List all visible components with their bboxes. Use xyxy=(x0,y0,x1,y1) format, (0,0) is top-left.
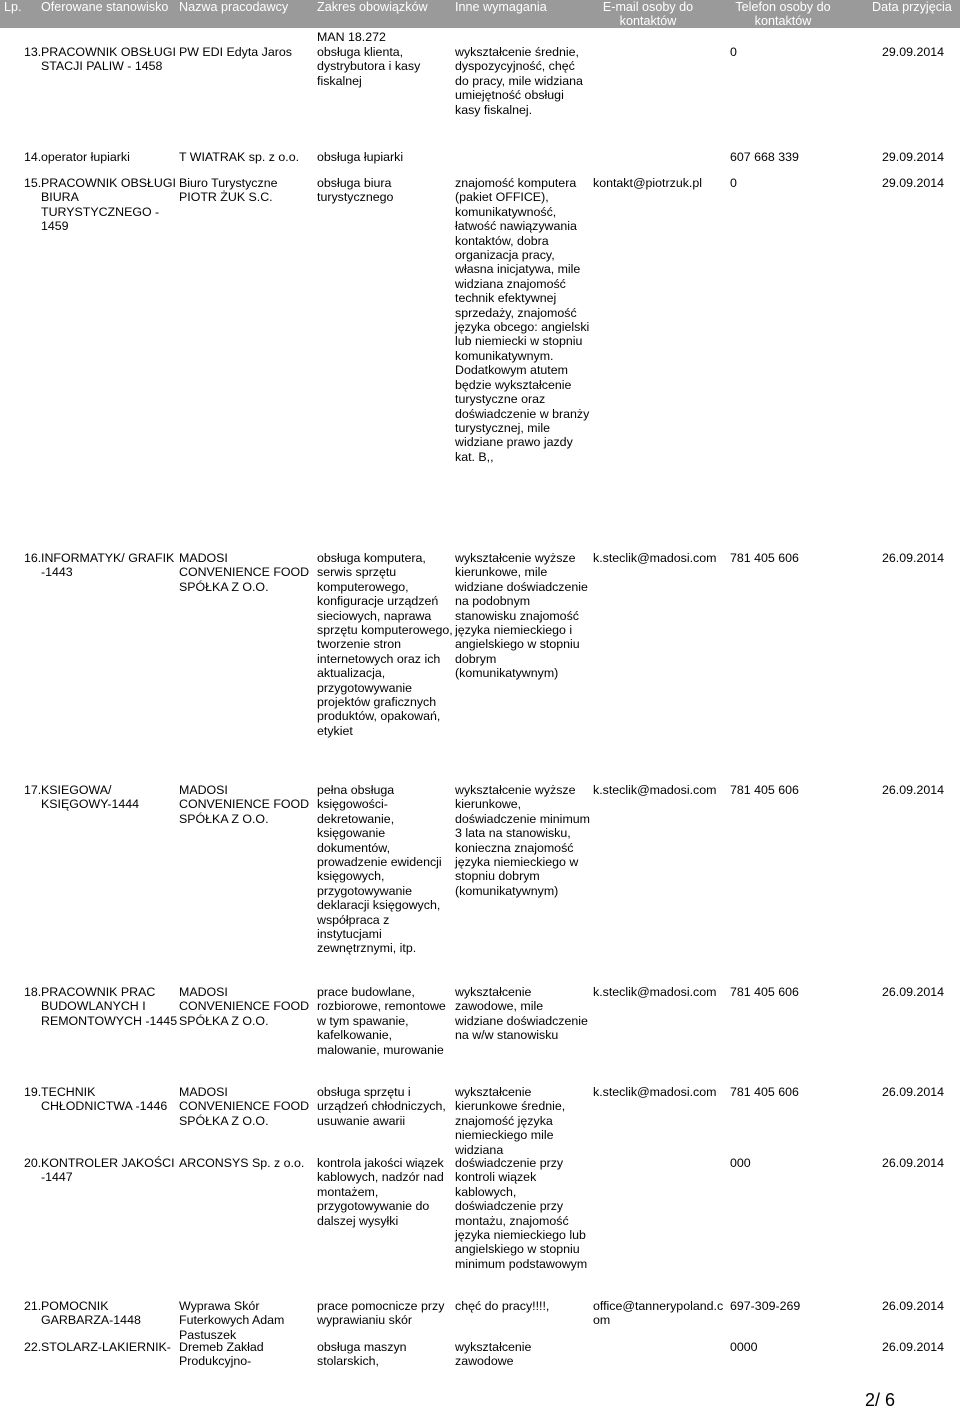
row-date: 26.09.2014 xyxy=(882,1085,945,1099)
row-employer: ARCONSYS Sp. z o.o. xyxy=(179,1156,305,1170)
page-number: 2/ 6 xyxy=(864,1390,895,1410)
row-duties: obsługa sprzętu i urządzeń chłodniczych, usuwanie awarii xyxy=(317,1085,446,1128)
row-requirements: wykształcenie zawodowe, mile widziane doświadczenie na w/w stanowisku xyxy=(455,985,588,1043)
row-phone: 697-309-269 xyxy=(730,1299,801,1313)
header-date: Data przyjęcia xyxy=(872,0,952,14)
row-email[interactable]: k.steclik@madosi.com xyxy=(593,783,717,797)
row-position: STOLARZ-LAKIERNIK- xyxy=(41,1340,171,1354)
row-number: 14. xyxy=(24,150,42,164)
row-date: 26.09.2014 xyxy=(882,1340,945,1354)
row-date: 26.09.2014 xyxy=(882,1156,945,1170)
top-fragment: MAN 18.272 xyxy=(317,30,386,44)
row-employer: MADOSI CONVENIENCE FOOD SPÓŁKA Z O.O. xyxy=(179,551,310,594)
row-duties: obsługa maszyn stolarskich, xyxy=(317,1340,407,1369)
row-phone: 781 405 606 xyxy=(730,985,799,999)
row-phone: 0 xyxy=(730,176,737,190)
row-date: 26.09.2014 xyxy=(882,985,945,999)
row-duties: obsługa komputera, serwis sprzętu komputerowego, konfiguracje urządzeń sieciowych, naprawa sprzętu komputerowego, tworzenie stron internetowych oraz ich aktualizacja, przygotowywanie projektów graficznych produktów, opakowań, etykiet xyxy=(317,551,453,738)
header-lp: Lp. xyxy=(4,0,22,14)
row-email[interactable]: k.steclik@madosi.com xyxy=(593,551,717,565)
row-duties: prace budowlane, rozbiorowe, remontowe w tym spawanie, kafelkowanie, malowanie, murowanie xyxy=(317,985,446,1057)
row-requirements: wykształcenie wyższe kierunkowe, mile widziane doświadczenie na podobnym stanowisku znajomość języka niemieckiego i angielskiego w stopniu dobrym (komunikatywnym) xyxy=(455,551,588,681)
row-phone: 781 405 606 xyxy=(730,783,799,797)
row-duties: kontrola jakości wiązek kablowych, nadzór nad montażem, przygotowywanie do dalszej wysyłki xyxy=(317,1156,444,1228)
row-employer: MADOSI CONVENIENCE FOOD SPÓŁKA Z O.O. xyxy=(179,985,310,1028)
header-email: E-mail osoby do kontaktów xyxy=(602,0,694,29)
header-phone: Telefon osoby do kontaktów xyxy=(735,0,831,29)
header-requirements: Inne wymagania xyxy=(455,0,547,14)
row-duties: prace pomocnicze przy wyprawianiu skór xyxy=(317,1299,445,1328)
row-position: PRACOWNIK OBSŁUGI STACJI PALIW - 1458 xyxy=(41,45,176,74)
row-phone: 0 xyxy=(730,45,737,59)
row-position: PRACOWNIK PRAC BUDOWLANYCH I REMONTOWYCH -1445 xyxy=(41,985,178,1028)
row-duties: obsługa biura turystycznego xyxy=(317,176,394,205)
row-position: operator łupiarki xyxy=(41,150,130,164)
row-date: 29.09.2014 xyxy=(882,150,945,164)
row-position: INFORMATYK/ GRAFIK -1443 xyxy=(41,551,175,580)
row-number: 18. xyxy=(24,985,42,999)
row-requirements: wykształcenie wyższe kierunkowe, doświadczenie minimum 3 lata na stanowisku, konieczna znajomość języka niemieckiego w stopniu dobrym (komunikatywnym) xyxy=(455,783,590,898)
row-email[interactable]: k.steclik@madosi.com xyxy=(593,985,717,999)
row-position: POMOCNIK GARBARZA-1448 xyxy=(41,1299,141,1328)
row-date: 29.09.2014 xyxy=(882,176,945,190)
row-number: 21. xyxy=(24,1299,42,1313)
row-employer: Wyprawa Skór Futerkowych Adam Pastuszek xyxy=(179,1299,285,1342)
row-requirements: wykształcenie średnie, dyspozycyjność, chęć do pracy, mile widziana umiejętność obsługi kasy fiskalnej. xyxy=(455,45,583,117)
row-duties: obsługa klienta, dystrybutora i kasy fiskalnej xyxy=(317,45,421,88)
row-duties: obsługa łupiarki xyxy=(317,150,404,164)
row-date: 29.09.2014 xyxy=(882,45,945,59)
row-number: 20. xyxy=(24,1156,42,1170)
row-number: 22. xyxy=(24,1340,42,1354)
row-phone: 607 668 339 xyxy=(730,150,799,164)
row-date: 26.09.2014 xyxy=(882,1299,945,1313)
row-position: KONTROLER JAKOŚCI -1447 xyxy=(41,1156,175,1185)
row-requirements: znajomość komputera (pakiet OFFICE), komunikatywność, łatwość nawiązywania kontaktów, dobra organizacja pracy, własna inicjatywa, mile widziana znajomość technik efektywnej sprzedaży, znajomość języka obcego: angielski lub niemiecki w stopniu komunikatywnym. Dodatkowym atutem będzie wykształcenie turystyczne oraz doświadczenie w branży turystycznej, mile widziane prawo jazdy kat. B,, xyxy=(455,176,590,464)
table-header xyxy=(0,0,960,28)
row-position: PRACOWNIK OBSŁUGI BIURA TURYSTYCZNEGO - 1459 xyxy=(41,176,176,234)
row-employer: T WIATRAK sp. z o.o. xyxy=(179,150,300,164)
header-duties: Zakres obowiązków xyxy=(317,0,428,14)
row-employer: MADOSI CONVENIENCE FOOD SPÓŁKA Z O.O. xyxy=(179,783,310,826)
row-employer: Biuro Turystyczne PIOTR ŻUK S.C. xyxy=(179,176,278,205)
row-email[interactable]: kontakt@piotrzuk.pl xyxy=(593,176,702,190)
row-email[interactable]: office@tannerypoland.c om xyxy=(593,1299,724,1328)
row-employer: Dremeb Zakład Produkcyjno- xyxy=(179,1340,264,1369)
row-employer: PW EDI Edyta Jaros xyxy=(179,45,292,59)
row-duties: pełna obsługa księgowości- dekretowanie, księgowanie dokumentów, prowadzenie ewidencji księgowych, przygotowywanie deklaracji księgowych, współpraca z instytucjami zewnętrznymi, itp. xyxy=(317,783,442,956)
row-requirements: wykształcenie zawodowe xyxy=(455,1340,532,1369)
row-date: 26.09.2014 xyxy=(882,551,945,565)
row-phone: 781 405 606 xyxy=(730,1085,799,1099)
row-number: 16. xyxy=(24,551,42,565)
row-employer: MADOSI CONVENIENCE FOOD SPÓŁKA Z O.O. xyxy=(179,1085,310,1128)
row-position: KSIEGOWA/ KSIĘGOWY-1444 xyxy=(41,783,140,812)
row-email[interactable]: k.steclik@madosi.com xyxy=(593,1085,717,1099)
row-requirements: chęć do pracy!!!!, xyxy=(455,1299,550,1313)
row-number: 15. xyxy=(24,176,42,190)
row-position: TECHNIK CHŁODNICTWA -1446 xyxy=(41,1085,168,1114)
header-position: Oferowane stanowisko xyxy=(41,0,169,14)
row-date: 26.09.2014 xyxy=(882,783,945,797)
row-number: 19. xyxy=(24,1085,42,1099)
header-employer: Nazwa pracodawcy xyxy=(179,0,289,14)
row-number: 17. xyxy=(24,783,42,797)
row-requirements: doświadczenie przy kontroli wiązek kablowych, doświadczenie przy montażu, znajomość języka niemieckiego lub angielskiego w stopniu minimum podstawowym xyxy=(455,1156,588,1271)
row-phone: 000 xyxy=(730,1156,751,1170)
row-requirements: wykształcenie kierunkowe średnie, znajomość języka niemieckiego mile widziana xyxy=(455,1085,566,1157)
row-phone: 781 405 606 xyxy=(730,551,799,565)
row-number: 13. xyxy=(24,45,42,59)
row-phone: 0000 xyxy=(730,1340,758,1354)
